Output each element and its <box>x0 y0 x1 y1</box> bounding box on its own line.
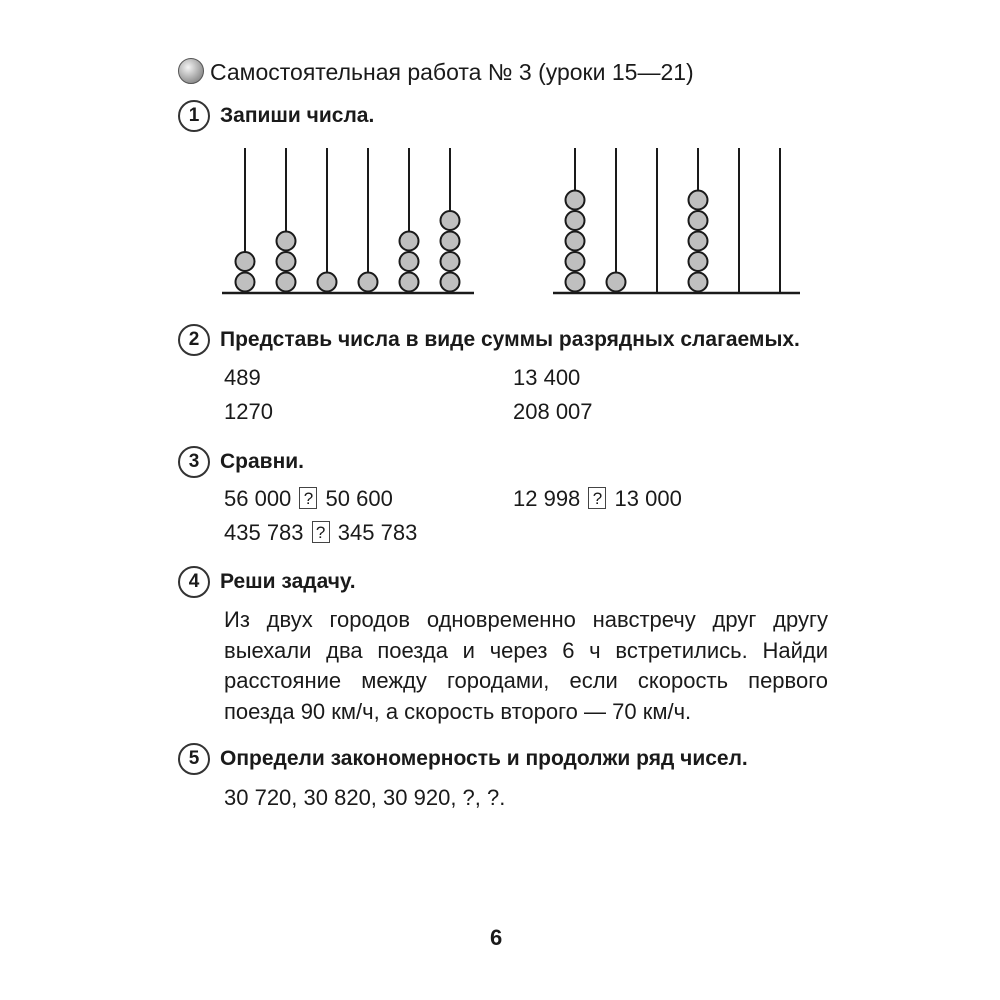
abacus-1 <box>222 148 474 293</box>
abacus-bead <box>277 273 296 292</box>
abacus-bead <box>236 252 255 271</box>
task-2-heading <box>178 323 800 357</box>
abacus-bead <box>277 252 296 271</box>
task-title: Представь числа в виде суммы разрядных слагаемых. <box>220 328 800 351</box>
task-number-badge: 2 <box>178 324 210 356</box>
abacus-bead <box>607 273 626 292</box>
abacus-bead <box>441 273 460 292</box>
number-sequence: 30 720, 30 820, 30 920, ?, ?. <box>224 785 506 810</box>
abacus-bead <box>441 252 460 271</box>
comparison-sign-box: ? <box>312 521 330 543</box>
comparison-sign-box: ? <box>588 487 606 509</box>
comparison-sign-box: ? <box>299 487 317 509</box>
task-title: Запиши числа. <box>220 104 375 127</box>
task-4-heading <box>178 565 356 599</box>
abacus-bead <box>689 211 708 230</box>
comparison-left: 435 783 <box>224 520 304 545</box>
abacus-bead <box>566 252 585 271</box>
abacus-bead <box>400 252 419 271</box>
task-title: Реши задачу. <box>220 570 356 593</box>
abacus-bead <box>400 273 419 292</box>
abacus-bead <box>689 232 708 251</box>
abacus-bead <box>566 273 585 292</box>
word-problem-text: Из двух городов одновременно навстречу друг другу выехали два поезда и через 6 ч встретились. Найди расстояние между городами, если скорость первого поезда 90 км/ч, а скорость второго — 70 км/ч. <box>224 607 828 724</box>
abacus-bead <box>400 232 419 251</box>
comparison <box>513 484 682 514</box>
abacus-bead <box>359 273 378 292</box>
task-number-badge: 4 <box>178 566 210 598</box>
abacus-bead <box>566 232 585 251</box>
task-number-badge: 3 <box>178 446 210 478</box>
number-item: 13 400 <box>513 365 581 390</box>
number-item: 489 <box>224 365 261 390</box>
task-number-badge: 5 <box>178 743 210 775</box>
page-number: 6 <box>490 925 503 950</box>
comparison-right: 345 783 <box>337 520 418 545</box>
number-item: 1270 <box>224 399 273 424</box>
comparison-right: 50 600 <box>325 486 393 511</box>
task-number-badge: 1 <box>178 100 210 132</box>
comparison <box>224 518 417 548</box>
task-3-heading <box>178 445 304 479</box>
abacus-bead <box>566 211 585 230</box>
comparison <box>224 484 393 514</box>
abacus-bead <box>689 191 708 210</box>
number-item: 208 007 <box>513 399 593 424</box>
abacus-bead <box>566 191 585 210</box>
task-title: Определи закономерность и продолжи ряд чисел. <box>220 747 748 770</box>
page-title-text: Самостоятельная работа № 3 (уроки 15—21) <box>210 59 694 85</box>
comparison-left: 56 000 <box>224 486 292 511</box>
abacus-bead <box>277 232 296 251</box>
abacus-bead <box>689 252 708 271</box>
abacus-bead <box>318 273 337 292</box>
task-5-heading <box>178 742 748 776</box>
abacus-bead <box>441 232 460 251</box>
abacus-bead <box>441 211 460 230</box>
abacus-bead <box>689 273 708 292</box>
abacus-bead <box>236 273 255 292</box>
task-title: Сравни. <box>220 450 305 473</box>
comparison-left: 12 998 <box>513 486 581 511</box>
comparison-right: 13 000 <box>614 486 682 511</box>
abacus-2 <box>553 148 800 293</box>
abacus-figures <box>0 0 1000 310</box>
